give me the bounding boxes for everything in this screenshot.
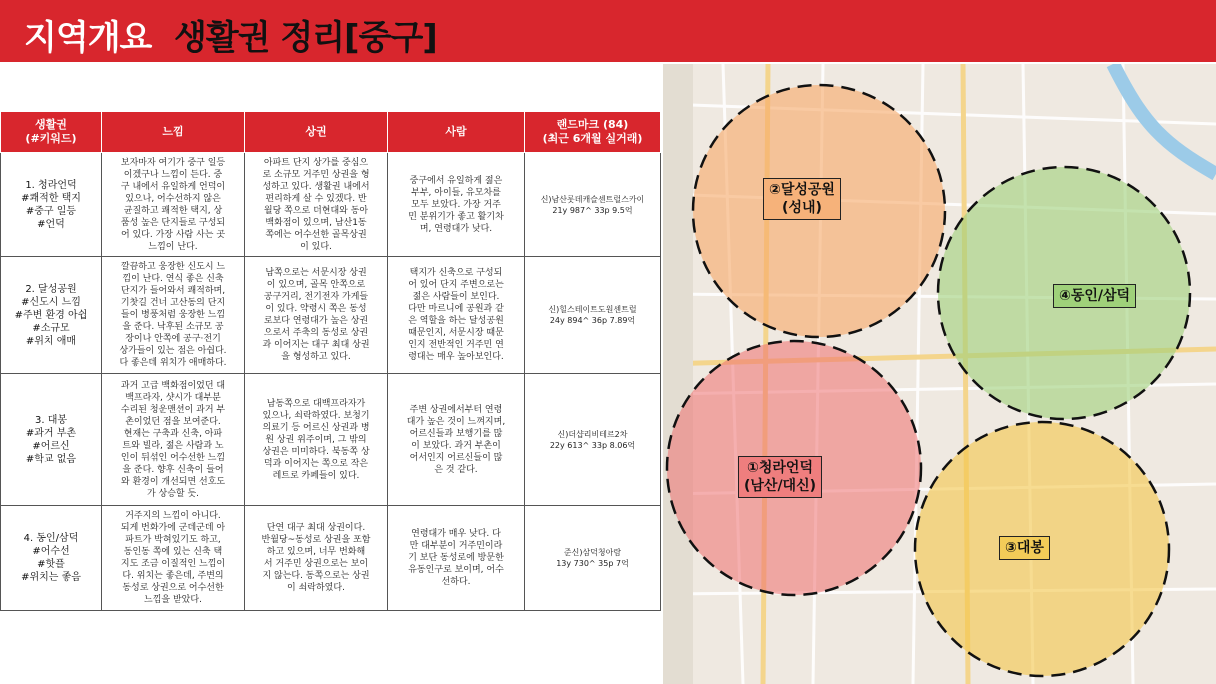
column-header-commerce: 상권 xyxy=(245,112,388,153)
cell-commerce: 남동쪽으로 대백프라자가 있으나, 쇠락하였다. 보청기 의료기 등 어르신 상권과 병 원 상권 위주이며, 그 밖의 상권은 미미하다. 북동쪽 상 덕과 이어지는 쪽으로 작은 레트로 카페들이 있다. xyxy=(245,374,388,506)
cell-feel: 깔끔하고 웅장한 신도시 느 낌이 난다. 연식 좋은 신축 단지가 들어와서 쾌적하며, 기찻길 건너 고산동의 단지 들이 병풍처럼 웅장한 느낌 을 준다. 낙후된 소규모 공 장이나 안쪽에 공구·전기 상가들이 있는 점은 아쉽다. 다 좋은데 위치가 애매하다. xyxy=(102,257,245,374)
column-header-landmark: 랜드마크 (84) (최근 6개월 실거래) xyxy=(525,112,661,153)
cell-commerce: 아파트 단지 상가를 중심으 로 소규모 거주민 상권을 형 성하고 있다. 생활권 내에서 편리하게 살 수 있겠다. 반 월당 쪽으로 더현대와 동아 백화점이 있으며, 남산1동 쪽에는 어수선한 골목상권 이 있다. xyxy=(245,153,388,257)
cell-feel: 과거 고급 백화점이었던 대 백프라자, 샷시가 대부분 수리된 청운맨션이 과거 부 촌이었던 점을 보여준다. 현재는 구축과 신축, 아파 트와 빌라, 젊은 사람과 노 인이 뒤섞인 어수선한 느낌 을 준다. 향후 신축이 들어 와 환경이 개선되면 선호도 가 상승할 듯. xyxy=(102,374,245,506)
column-header-people: 사람 xyxy=(388,112,525,153)
table-header-row xyxy=(1,112,661,153)
cell-people: 중구에서 유일하게 젊은 부부, 아이들, 유모차를 모두 보았다. 가장 거주 민 분위기가 좋고 활기차 며, 연령대가 낮다. xyxy=(388,153,525,257)
cell-people: 주변 상권에서부터 연령 대가 높은 것이 느껴지며, 어르신들과 보행기를 많 이 보았다. 과거 부촌이 어서인지 어르신들이 많 은 것 같다. xyxy=(388,374,525,506)
cell-landmark: 신)힐스테이트도원센트럴 24y 894^ 36p 7.89억 xyxy=(525,257,661,374)
region-label-cheongna-hill: ①청라언덕 (남산/대신) xyxy=(738,456,822,498)
page-title: 지역개요 xyxy=(24,18,152,58)
cell-landmark: 준신)삼덕청아람 13y 730^ 35p 7억 xyxy=(525,506,661,611)
district-map xyxy=(663,64,1216,684)
cell-area: 3. 대봉 #과거 부촌 #어르신 #학교 없음 xyxy=(1,374,102,506)
cell-feel: 보자마자 여기가 중구 일등 이겠구나 느낌이 든다. 중 구 내에서 유일하게 언덕이 있으나, 어수선하지 않은 균질하고 쾌적한 택지, 상 품성 높은 단지들로 구성되 어 있다. 가장 사람 사는 곳 느낌이 난다. xyxy=(102,153,245,257)
cell-people: 택지가 신축으로 구성되 어 있어 단지 주변으로는 젊은 사람들이 보인다. 다만 마르니에 공원과 같 은 역할을 하는 달성공원 때문인지, 서문시장 때문 인지 전반적인 거주민 연 령대는 매우 높아보인다. xyxy=(388,257,525,374)
table-row xyxy=(1,374,661,506)
region-label-dalseong: ②달성공원 (성내) xyxy=(763,178,841,220)
cell-area: 2. 달성공원 #신도시 느낌 #주변 환경 아쉽 #소규모 #위치 애매 xyxy=(1,257,102,374)
living-area-table xyxy=(0,111,661,611)
cell-landmark: 신)남산롯데캐슬센트럴스카이 21y 987^ 33p 9.5억 xyxy=(525,153,661,257)
cell-feel: 거주지의 느낌이 아니다. 되게 번화가에 군데군데 아 파트가 박혀있기도 하고, 동인동 쪽에 있는 신축 택 지도 조금 이질적인 느낌이 다. 위치는 좋은데, 주변의 동성로 상권으로 어수선한 느낌을 받았다. xyxy=(102,506,245,611)
cell-commerce: 남쪽으로는 서문시장 상권 이 있으며, 골목 안쪽으로 공구거리, 전기전자 가게들 이 있다. 약령시 쪽은 동성 로보다 연령대가 높은 상권 으로서 주축의 동성로 상권 과 이어지는 대구 최대 상권 을 형성하고 있다. xyxy=(245,257,388,374)
column-header-feel: 느낌 xyxy=(102,112,245,153)
region-label-dongin-samdeok: ④동인/삼덕 xyxy=(1053,284,1136,308)
header-bar xyxy=(0,0,1216,62)
cell-commerce: 단연 대구 최대 상권이다. 반월당~동성로 상권을 포함 하고 있으며, 너무 번화해 서 거주민 상권으로는 보이 지 않는다. 동쪽으로는 상권 이 쇠락하였다. xyxy=(245,506,388,611)
cell-area: 4. 동인/삼덕 #어수선 #핫플 #위치는 좋음 xyxy=(1,506,102,611)
table-row xyxy=(1,257,661,374)
column-header-area: 생활권 (#키워드) xyxy=(1,112,102,153)
page-subtitle: 생활권 정리[중구] xyxy=(174,18,437,58)
region-label-daebong: ③대봉 xyxy=(999,536,1050,560)
table-row xyxy=(1,506,661,611)
map-background xyxy=(663,64,1216,684)
cell-landmark: 신)더샵리비테르2차 22y 613^ 33p 8.06억 xyxy=(525,374,661,506)
table-row xyxy=(1,153,661,257)
cell-area: 1. 청라언덕 #쾌적한 택지 #중구 일등 #언덕 xyxy=(1,153,102,257)
cell-people: 연령대가 매우 낮다. 다 만 대부분이 거주민이라 기 보단 동성로에 방문한 유동인구로 보이며, 어수 선하다. xyxy=(388,506,525,611)
